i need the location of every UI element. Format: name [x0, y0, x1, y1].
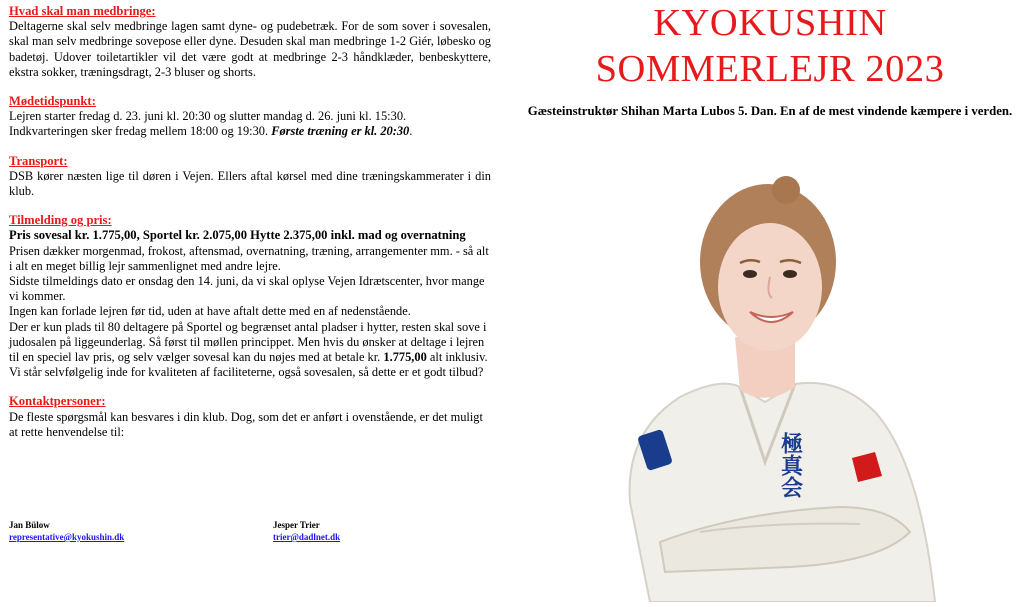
registration-p3: Ingen kan forlade lejren før tid, uden at have aftalt dette med en af nedenstående.: [9, 304, 411, 319]
contact-jesper: [273, 519, 340, 543]
title-line1: KYOKUSHIN: [653, 2, 887, 44]
page-title: [520, 0, 1020, 92]
transport-heading: Transport:: [9, 153, 68, 168]
left-column: [9, 4, 491, 454]
transport-section: [9, 154, 491, 200]
meeting-line2-row: [9, 124, 491, 139]
registration-heading: Tilmelding og pris:: [9, 213, 112, 228]
registration-p1: Prisen dækker morgenmad, frokost, aftensmad, overnatning, træning, arrangementer mm. - så alt i alt en meget billig lejr sammenlignet med andre lejre.: [9, 243, 489, 273]
contact-name: Jan Bülow: [9, 520, 50, 530]
contact-email-link[interactable]: representative@kyokushin.dk: [9, 532, 125, 542]
bring-heading: Hvad skal man medbringe:: [9, 4, 156, 18]
guest-instructor-text: Gæsteinstruktør Shihan Marta Lubos 5. Dan. En af de mest vindende kæmpere i verden.: [527, 104, 1013, 118]
hair-bun: [772, 176, 800, 204]
left-eye: [743, 270, 757, 278]
meeting-heading: Mødetidspunkt:: [9, 94, 96, 109]
contact-email-link[interactable]: trier@dadlnet.dk: [273, 532, 341, 542]
registration-p4-b: alt inklusiv. Vi står selvfølgelig inde for kvaliteten af faciliteterne, også sovesalen, så dette er et godt tilbud?: [9, 350, 488, 380]
contacts-text: De fleste spørgsmål kan besvares i din klub. Dog, som det er anført i ovenstående, er det muligt at rette henvendelse til:: [9, 409, 483, 439]
period: .: [409, 124, 413, 139]
meeting-line2: Indkvarteringen sker fredag mellem 18:00 og 19:30.: [9, 124, 269, 139]
bring-section: [9, 4, 491, 80]
registration-section: [9, 213, 491, 380]
first-training-note: Første træning er kl. 20:30: [271, 124, 410, 139]
face: [718, 223, 822, 351]
registration-p4: [9, 320, 491, 381]
instructor-photo: [590, 162, 940, 602]
meeting-section: [9, 94, 491, 140]
contact-name: Jesper Trier: [273, 520, 320, 530]
contacts-heading: Kontaktpersoner:: [9, 394, 106, 409]
registration-p4-a: Der er kun plads til 80 deltagere på Sportel og begrænset antal pladser i hytter, resten skal sove i judosalen på liggeunderlag. Så først til møllen princippet. Men hvis du ønsker at deltage i lejren til en speciel lav pris, og selv vælger sovesal kan du nøjes med at betale kr.: [9, 319, 487, 365]
meeting-line1: Lejren starter fredag d. 23. juni kl. 20:30 og slutter mandag d. 26. juni kl. 15:30.: [9, 109, 407, 124]
contacts-section: [9, 394, 491, 440]
contact-jan: [9, 519, 124, 543]
bring-text: Deltagerne skal selv medbringe lagen samt dyne- og pudebetræk. For de som sover i sovesalen, skal man selv medbringe sovepose eller dyne. Desuden skal man medbringe 1-2 Giér, løbesko og badetøj. Udover toiletartikler vil det være godt at medbringe 2-3 håndklæder, benbeskyttere, ekstra sokker, træningsdragt, 2-3 bluser og shorts.: [9, 19, 491, 79]
registration-p2: Sidste tilmeldings dato er onsdag den 14. juni, da vi skal oplyse Vejen Idrætscenter, hvor mange vi kommer.: [9, 274, 485, 304]
transport-text: DSB kører næsten lige til døren i Vejen. Ellers aftal kørsel med dine træningskammerater i din klub.: [9, 168, 491, 199]
registration-amount: 1.775,00: [383, 350, 427, 365]
price-line: Pris sovesal kr. 1.775,00, Sportel kr. 2.075,00 Hytte 2.375,00 inkl. mad og overnatning: [9, 228, 466, 243]
right-eye: [783, 270, 797, 278]
title-line2: SOMMERLEJR 2023: [595, 48, 945, 90]
kanji-embroidery: 極真会: [777, 432, 803, 498]
